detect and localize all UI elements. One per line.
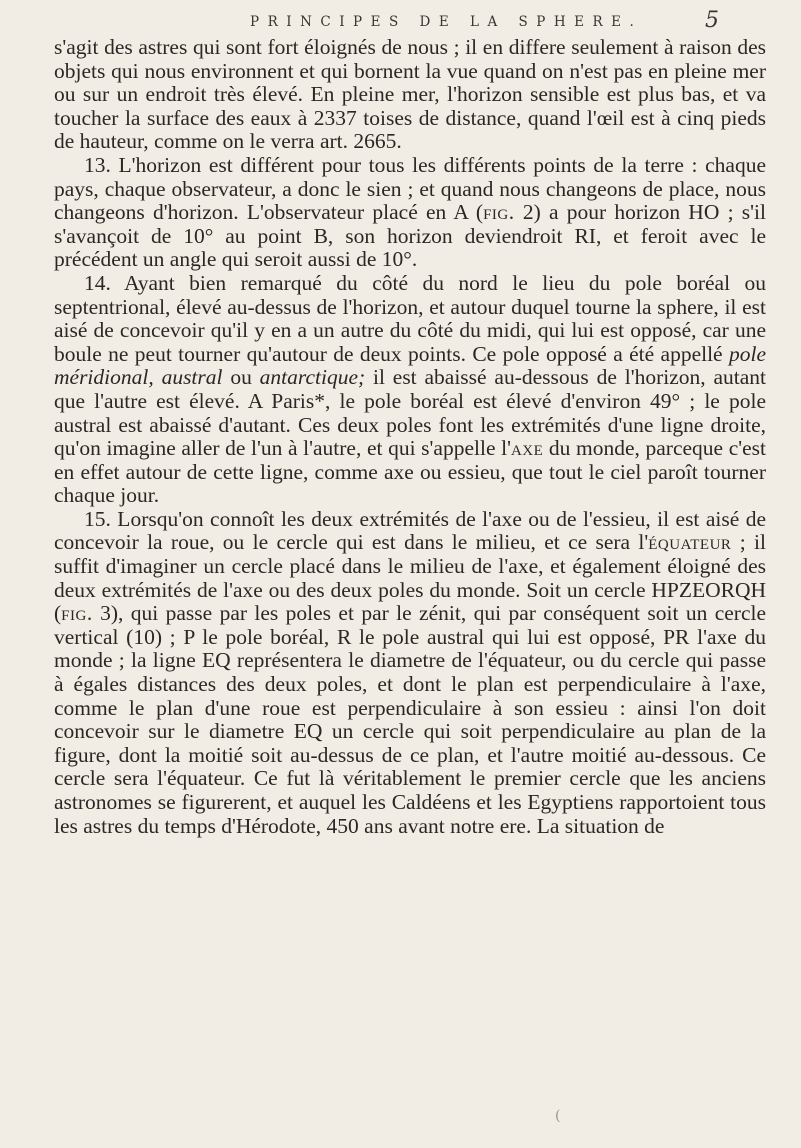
- paragraph-13: [54, 154, 766, 272]
- p14-axe-term: axe: [510, 436, 544, 461]
- p15-text-a: 15. Lorsqu'on connoît les deux extrémités de l'axe ou de l'essieu, il est aisé de concevoir la roue, ou le cercle qui est dans le milieu, et ce sera l': [54, 506, 766, 555]
- p15-text-c: 3), qui passe par les poles et par le zénit, qui par conséquent soit un cercle vertical (10) ; P le pole boréal, R le pole austral qui lui est opposé, PR l'axe du monde ; la ligne EQ représentera le diametre de l'équateur, ou du cercle qui passe à égales distances des deux poles, et dont le plan est perpendiculaire à l'axe, comme le plan d'une roue est perpendiculaire à son essieu : ainsi l'on doit concevoir sur le diametre EQ un cercle qui soit perpendiculaire au plan de la figure, dont la moitié soit au-dessus de ce plan, et l'autre moitié au-dessous. Ce cercle sera l'équateur. Ce fut là véritablement le premier cercle que les anciens astronomes se figurerent, et auquel les Caldéens et les Egyptiens rapportoient tous les astres du temps d'Hérodote, 450 ans avant notre ere. La situation de: [54, 601, 766, 838]
- body-text: [54, 36, 766, 838]
- p13-text-b: 2) a pour horizon HO ; s'il s'avançoit de 10° au point B, son horizon deviendroit RI, et feroit avec le précédent un angle qui seroit aussi de 10°.: [54, 200, 766, 272]
- p15-text-b: ; il suffit d'imaginer un cercle placé dans le milieu de l'axe, et également éloigné des deux extrémités de l'axe ou des deux poles du monde. Soit un cercle HPZEORQH (: [54, 530, 766, 626]
- running-title: PRINCIPES DE LA SPHERE.: [250, 14, 643, 30]
- paragraph-15: [54, 508, 766, 838]
- p14-italic-term-2: antarctique;: [259, 365, 366, 390]
- paragraph-12-continuation: s'agit des astres qui sont fort éloignés de nous ; il en differe seulement à raison des objets qui nous environnent et qui bornent la vue quand on n'est pas en pleine mer ou sur un endroit très élevé. En pleine mer, l'horizon sensible est plus bas, et va toucher la surface des eaux à 2337 toises de distance, quand l'œil est à cinq pieds de hauteur, comme on le verra art. 2665.: [54, 35, 766, 154]
- p13-text-a: 13. L'horizon est différent pour tous les différents points de la terre : chaque pays, chaque observateur, a donc le sien ; et quand nous changeons de place, nous changeons d'horizon. L'observateur placé en A (: [54, 152, 766, 225]
- page-number: 5: [705, 8, 719, 33]
- p15-equateur-term: équateur: [648, 530, 732, 555]
- p14-text-b: il est abaissé au-dessous de l'horizon, autant que l'autre est élevé. A Paris*, le pole boréal est élevé d'environ 49° ; le pole austral est abaissé d'autant. Ces deux poles font les extrémités d'une ligne droite, qu'on imagine aller de l'un à l'autre, et qui s'appelle l': [54, 365, 766, 461]
- p14-text-c: du monde, parceque c'est en effet autour de cette ligne, comme axe ou essieu, que tout le ciel paroît tourner chaque jour.: [54, 436, 766, 508]
- stray-ink-mark: (: [555, 1108, 561, 1124]
- p13-fig-label: fig.: [483, 200, 515, 225]
- p14-italic-term: pole méridional, austral: [54, 341, 766, 390]
- p15-fig-label: fig.: [61, 601, 93, 626]
- paragraph-14: [54, 272, 766, 508]
- p14-text-or: ou: [222, 365, 260, 390]
- p14-text-a: 14. Ayant bien remarqué du côté du nord le lieu du pole boréal ou septentrional, élevé au-dessus de l'horizon, et autour duquel tourne la sphere, il est aisé de concevoir qu'il y en a un autre du côté du midi, qui lui est opposé, car une boule ne peut tourner qu'autour de deux points. Ce pole opposé a été appellé: [54, 270, 766, 366]
